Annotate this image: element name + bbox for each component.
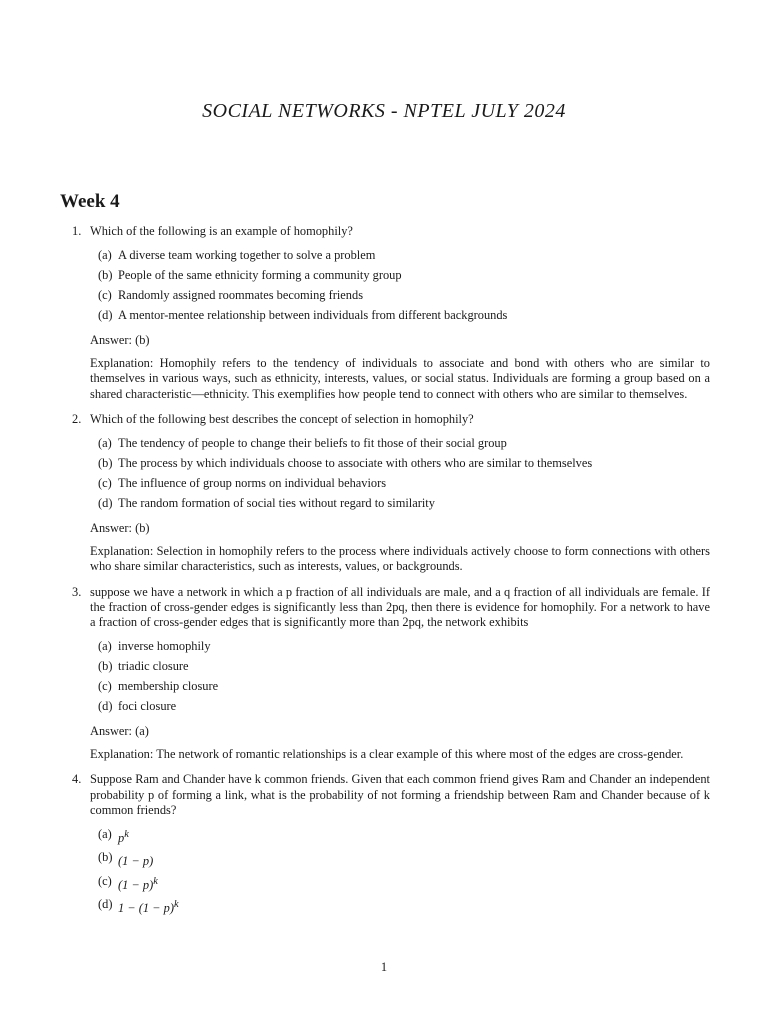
option-exponent: k: [124, 829, 129, 841]
option-c: [98, 874, 710, 893]
explanation: Explanation: Selection in homophily refers to the process where individuals actively choose to form connections with others who share similar characteristics, such as interests, values, or backgrounds.: [90, 544, 710, 574]
option-list: [98, 436, 710, 511]
question-text: Which of the following is an example of homophily?: [90, 224, 353, 238]
option-formula: 1 − (1 − p): [118, 901, 174, 916]
option-formula: p: [118, 831, 125, 846]
option-text: A mentor-mentee relationship between individuals from different backgrounds: [118, 307, 508, 322]
question-text: suppose we have a network in which a p fraction of all individuals are male, and a q fraction of all individuals are female. If the fraction of cross-gender edges is significantly less than 2pq, then there is evidence for homophily. For a network to have a fraction of cross-gender edges that is significantly more than 2pq, the network exhibits: [90, 584, 710, 629]
option-label: (b): [98, 659, 113, 674]
option-label: (a): [98, 248, 112, 263]
question-number: 1.: [72, 224, 82, 238]
option-text: membership closure: [118, 678, 219, 693]
option-label: (c): [98, 873, 112, 888]
page-number: 1: [380, 960, 388, 974]
question-1: [72, 224, 710, 402]
question-3: [72, 585, 710, 763]
option-label: (c): [98, 678, 112, 693]
option-exponent: k: [153, 875, 158, 887]
option-label: (a): [98, 436, 112, 451]
answer: Answer: (b): [90, 333, 150, 348]
option-label: (a): [98, 639, 112, 654]
option-list: [98, 248, 710, 323]
option-formula: (1 − p): [118, 854, 154, 869]
question-list: [72, 224, 710, 926]
option-list: [98, 827, 710, 916]
option-text: The tendency of people to change their beliefs to fit those of their social group: [118, 436, 507, 451]
option-label: (d): [98, 495, 113, 510]
option-a: [98, 436, 710, 451]
option-b: [98, 268, 710, 283]
option-d: [98, 897, 710, 916]
option-label: (d): [98, 698, 113, 713]
option-label: (c): [98, 475, 112, 490]
option-text: Randomly assigned roommates becoming friends: [118, 287, 364, 302]
option-c: [98, 288, 710, 303]
option-text: foci closure: [118, 698, 177, 713]
option-formula: (1 − p): [118, 877, 154, 892]
question-2: [72, 412, 710, 575]
option-label: (b): [98, 455, 113, 470]
answer: Answer: (b): [90, 520, 150, 535]
option-label: (d): [98, 897, 113, 912]
option-a: [98, 248, 710, 263]
option-b: [98, 456, 710, 471]
page-title: SOCIAL NETWORKS - NPTEL JULY 2024: [202, 100, 566, 122]
option-label: (b): [98, 850, 113, 865]
option-d: [98, 308, 710, 323]
question-number: 2.: [72, 411, 82, 426]
option-label: (b): [98, 268, 113, 283]
question-text: Suppose Ram and Chander have k common friends. Given that each common friend gives Ram and Chander an independent probability p of forming a link, what is the probability of not forming a friendship between Ram and Chander because of k common friends?: [90, 772, 710, 817]
question-number: 3.: [72, 584, 82, 599]
option-d: [98, 496, 710, 511]
option-label: (a): [98, 827, 112, 842]
answer: Answer: (a): [90, 724, 149, 739]
question-number: 4.: [72, 772, 82, 787]
option-text: triadic closure: [118, 659, 189, 674]
explanation: Explanation: Homophily refers to the tendency of individuals to associate and bond with others who are similar to themselves in various ways, such as ethnicity, interests, values, or social status. Individuals are forming a group based on a shared characteristic—ethnicity. This exemplifies how people tend to connect with others who are similar to themselves.: [90, 356, 710, 401]
option-c: [98, 679, 710, 694]
option-text: The random formation of social ties without regard to similarity: [118, 495, 435, 510]
question-text: Which of the following best describes the concept of selection in homophily?: [90, 411, 474, 426]
option-label: (d): [98, 307, 113, 322]
option-text: The influence of group norms on individual behaviors: [118, 475, 387, 490]
option-d: [98, 699, 710, 714]
option-text: inverse homophily: [118, 639, 211, 654]
option-a: [98, 639, 710, 654]
option-exponent: k: [173, 899, 179, 911]
option-text: People of the same ethnicity forming a community group: [118, 268, 402, 283]
option-text: A diverse team working together to solve a problem: [118, 248, 376, 263]
question-4: [72, 772, 710, 916]
option-list: [98, 639, 710, 714]
option-a: [98, 827, 710, 846]
option-b: [98, 659, 710, 674]
option-b: [98, 850, 710, 869]
option-label: (c): [98, 287, 112, 302]
option-c: [98, 476, 710, 491]
explanation: Explanation: The network of romantic relationships is a clear example of this where most of the edges are cross-gender.: [90, 747, 684, 762]
week-heading: Week 4: [60, 191, 120, 212]
option-text: The process by which individuals choose to associate with others who are similar to themselves: [118, 455, 593, 470]
